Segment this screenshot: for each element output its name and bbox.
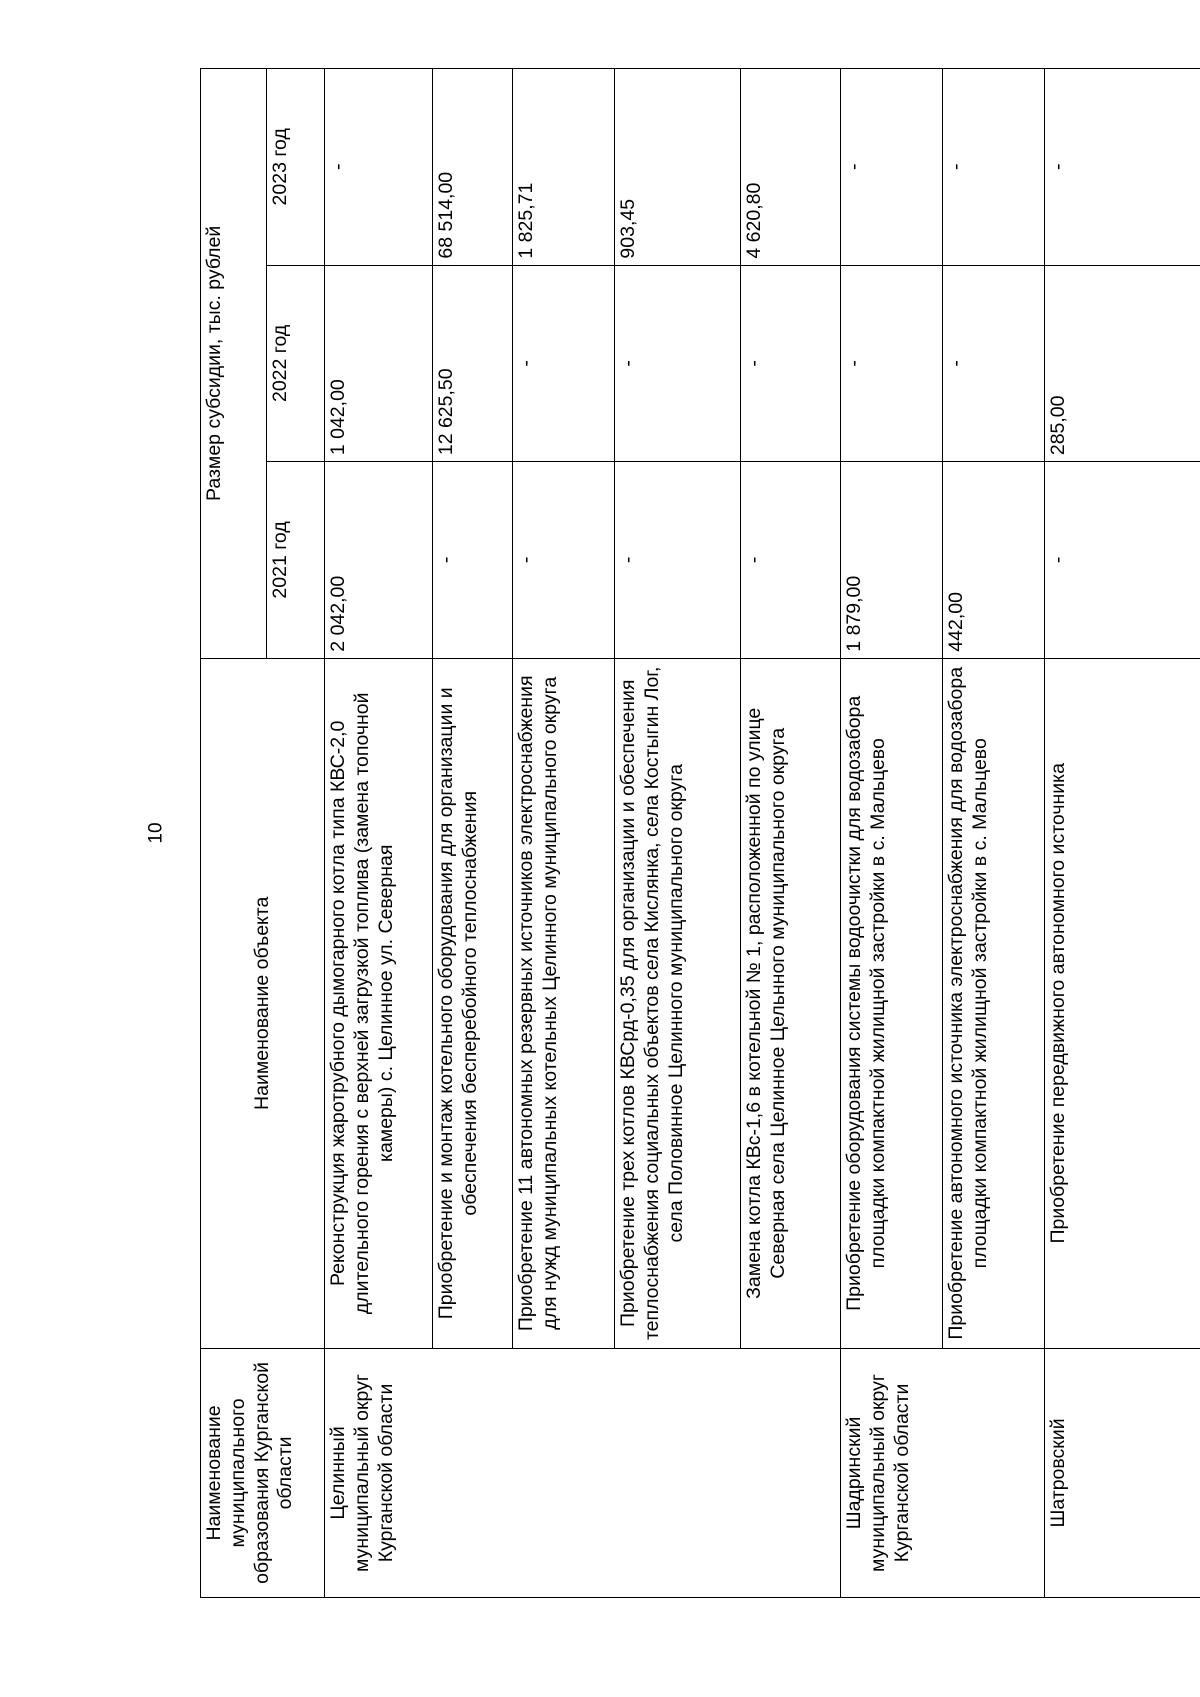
- object-cell: Приобретение автономного источника электроснабжения для водозабора площадки компактной жилищной застройки в с. Мальцево: [943, 658, 1045, 1348]
- municipality-cell: Целинный муниципальный округ Курганской области: [325, 1348, 841, 1597]
- municipality-cell: Шадринский муниципальный округ Курганской области: [841, 1348, 1045, 1597]
- value-2021: 1 879,00: [841, 462, 943, 659]
- value-2021: -: [513, 462, 615, 659]
- header-municipality: Наименование муниципального образования Курганской области: [201, 1348, 325, 1597]
- municipality-cell: Шатровский: [1045, 1348, 1200, 1597]
- value-2022: 12 625,50: [433, 265, 513, 462]
- value-2022: -: [943, 265, 1045, 462]
- header-year-2021: 2021 год: [267, 462, 325, 659]
- value-2022: -: [741, 265, 841, 462]
- value-2022: -: [841, 265, 943, 462]
- page-number: 10: [145, 822, 167, 844]
- value-2022: 1 042,00: [325, 265, 433, 462]
- value-2023: -: [841, 69, 943, 266]
- value-2023: -: [325, 69, 433, 266]
- header-object: Наименование объекта: [201, 658, 325, 1348]
- value-2021: -: [615, 462, 741, 659]
- value-2022: -: [513, 265, 615, 462]
- subsidy-table-container: [200, 68, 1200, 1598]
- value-2022: -: [615, 265, 741, 462]
- value-2021: 442,00: [943, 462, 1045, 659]
- table-row: [1045, 69, 1200, 1598]
- value-2023: 903,45: [615, 69, 741, 266]
- object-cell: Приобретение 11 автономных резервных источников электроснабжения для нужд муниципальных котельных Целинного муниципального округа: [513, 658, 615, 1348]
- value-2023: -: [943, 69, 1045, 266]
- value-2022: 285,00: [1045, 265, 1200, 462]
- value-2023: 68 514,00: [433, 69, 513, 266]
- value-2021: -: [1045, 462, 1200, 659]
- subsidy-table: [200, 68, 1200, 1598]
- object-cell: Замена котла КВс-1,6 в котельной № 1, расположенной по улице Северная села Целинное Цельнного муниципального округа: [741, 658, 841, 1348]
- object-cell: Приобретение передвижного автономного источника: [1045, 658, 1200, 1348]
- value-2023: -: [1045, 69, 1200, 266]
- header-year-2022: 2022 год: [267, 265, 325, 462]
- value-2023: 1 825,71: [513, 69, 615, 266]
- value-2021: 2 042,00: [325, 462, 433, 659]
- table-row: [841, 69, 943, 1598]
- table-row: [325, 69, 433, 1598]
- header-subsidy: Размер субсидии, тыс. рублей: [201, 69, 267, 659]
- header-year-2023: 2023 год: [267, 69, 325, 266]
- object-cell: Приобретение оборудования системы водоочистки для водозабора площадки компактной жилищной застройки в с. Мальцево: [841, 658, 943, 1348]
- value-2021: -: [433, 462, 513, 659]
- object-cell: Приобретение и монтаж котельного оборудования для организации и обеспечения бесперебойного теплоснабжения: [433, 658, 513, 1348]
- object-cell: Реконструкция жаротрубного дымогарного котла типа КВС-2,0 длительного горения с верхней загрузкой топлива (замена топочной камеры) с. Целинное ул. Северная: [325, 658, 433, 1348]
- object-cell: Приобретение трех котлов КВСрд-0,35 для организации и обеспечения теплоснабжения социальных объектов села Кислянка, села Костыгин Лог, села Половинное Целинного муниципального округа: [615, 658, 741, 1348]
- value-2021: -: [741, 462, 841, 659]
- value-2023: 4 620,80: [741, 69, 841, 266]
